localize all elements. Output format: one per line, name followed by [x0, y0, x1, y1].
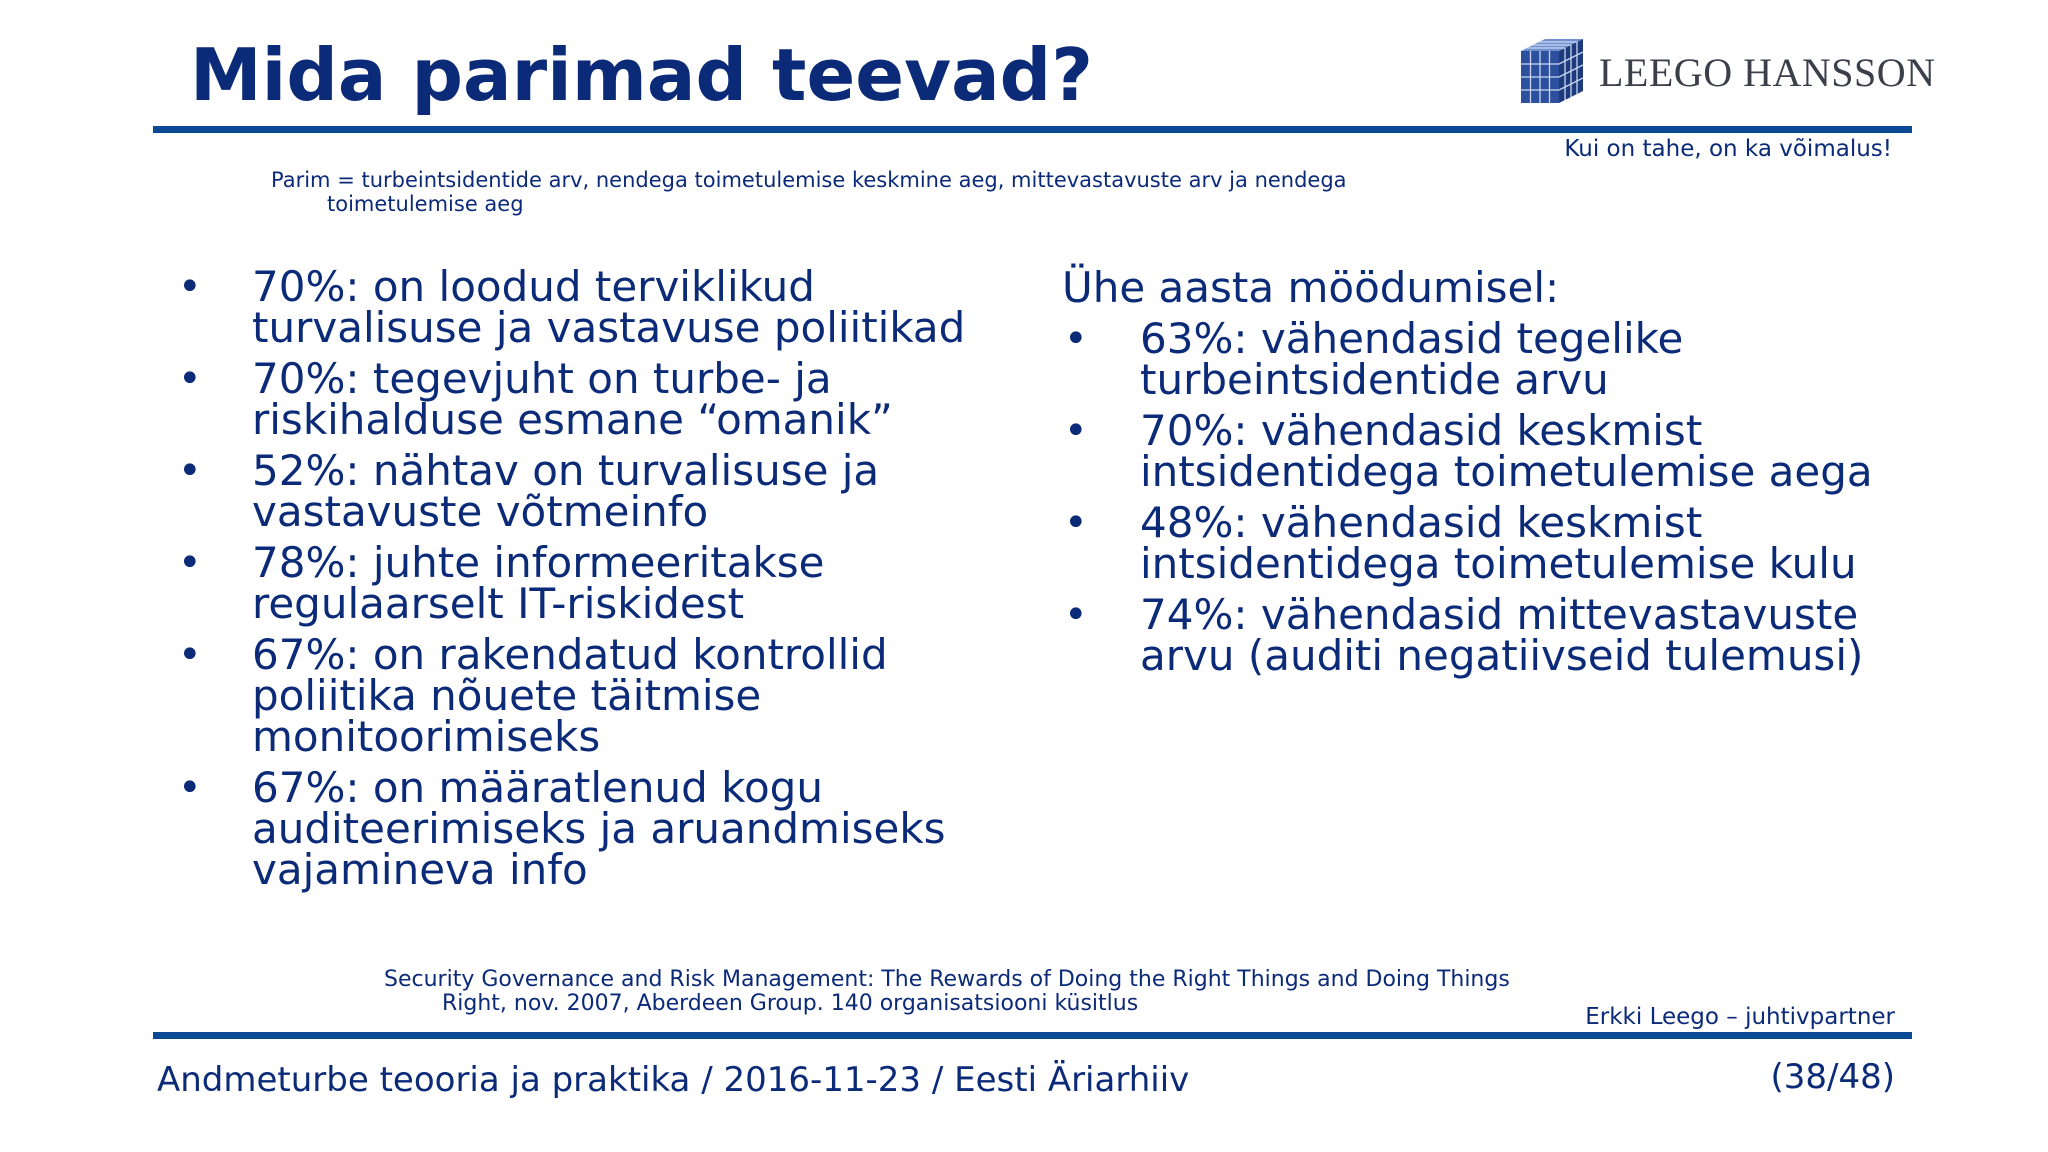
- practices-list: [176, 262, 1036, 894]
- list-item-text: 67%: on rakendatud kontrollid poliitika nõuete täitmise monitoorimiseks: [252, 630, 888, 761]
- list-item: [1062, 498, 1892, 588]
- list-item: [176, 763, 1036, 894]
- list-item: [1062, 314, 1892, 404]
- bullet-icon: •: [1064, 316, 1088, 362]
- bullet-icon: •: [178, 264, 202, 310]
- list-item-text: 78%: juhte informeeritakse regulaarselt IT-riskidest: [252, 538, 825, 628]
- list-item-text: 52%: nähtav on turvalisuse ja vastavuste võtmeinfo: [252, 446, 880, 536]
- list-item: [176, 538, 1036, 628]
- bullet-icon: •: [178, 632, 202, 678]
- list-item: [1062, 590, 1892, 680]
- list-item-text: 63%: vähendasid tegelike turbeintsidentide arvu: [1140, 314, 1684, 404]
- list-item-text: 70%: tegevjuht on turbe- ja riskihalduse esmane “omanik”: [252, 354, 893, 444]
- list-item-text: 48%: vähendasid keskmist intsidentidega toimetulemise kulu: [1140, 498, 1857, 588]
- footer-text: Andmeturbe teooria ja praktika / 2016-11-23 / Eesti Äriarhiiv: [157, 1060, 1190, 1100]
- footer-divider: [153, 1032, 1912, 1039]
- list-item-text: 67%: on määratlenud kogu auditeerimiseks ja aruandmiseks vajamineva info: [252, 763, 946, 894]
- list-item: [176, 630, 1036, 761]
- header-divider: [153, 126, 1912, 133]
- company-logo: [1515, 36, 1936, 108]
- results-list: [1062, 314, 1892, 680]
- author-credit: Erkki Leego – juhtivpartner: [1585, 1004, 1895, 1030]
- cube-logo-icon: [1515, 37, 1591, 107]
- results-heading: Ühe aasta möödumisel:: [1062, 263, 1560, 312]
- bullet-icon: •: [178, 765, 202, 811]
- slide-title: Mida parimad teevad?: [190, 33, 1093, 117]
- list-item: [176, 262, 1036, 352]
- list-item-text: 74%: vähendasid mittevastavuste arvu (auditi negatiivseid tulemusi): [1140, 590, 1864, 680]
- bullet-icon: •: [1064, 500, 1088, 546]
- bullet-icon: •: [1064, 592, 1088, 638]
- logo-wordmark: LEEGO HANSSON: [1599, 49, 1936, 95]
- left-column: [176, 262, 1036, 900]
- right-column: [1062, 263, 1892, 686]
- list-item-text: 70%: vähendasid keskmist intsidentidega toimetulemise aega: [1140, 406, 1873, 496]
- bullet-icon: •: [178, 540, 202, 586]
- bullet-icon: •: [178, 448, 202, 494]
- tagline: Kui on tahe, on ka võimalus!: [1564, 136, 1892, 162]
- best-definition-note: Parim = turbeintsidentide arv, nendega toimetulemise keskmine aeg, mittevastavuste arv ja nendega toimetulemise aeg: [271, 168, 1347, 216]
- bullet-icon: •: [1064, 408, 1088, 454]
- bullet-icon: •: [178, 356, 202, 402]
- page-indicator: (38/48): [1770, 1057, 1895, 1097]
- list-item-text: 70%: on loodud terviklikud turvalisuse ja vastavuse poliitikad: [252, 262, 966, 352]
- list-item: [176, 446, 1036, 536]
- list-item: [1062, 406, 1892, 496]
- list-item: [176, 354, 1036, 444]
- source-citation: Security Governance and Risk Management: The Rewards of Doing the Right Things and Doing Things Right, nov. 2007, Aberdeen Group. 140 organisatsiooni küsitlus: [384, 967, 1510, 1016]
